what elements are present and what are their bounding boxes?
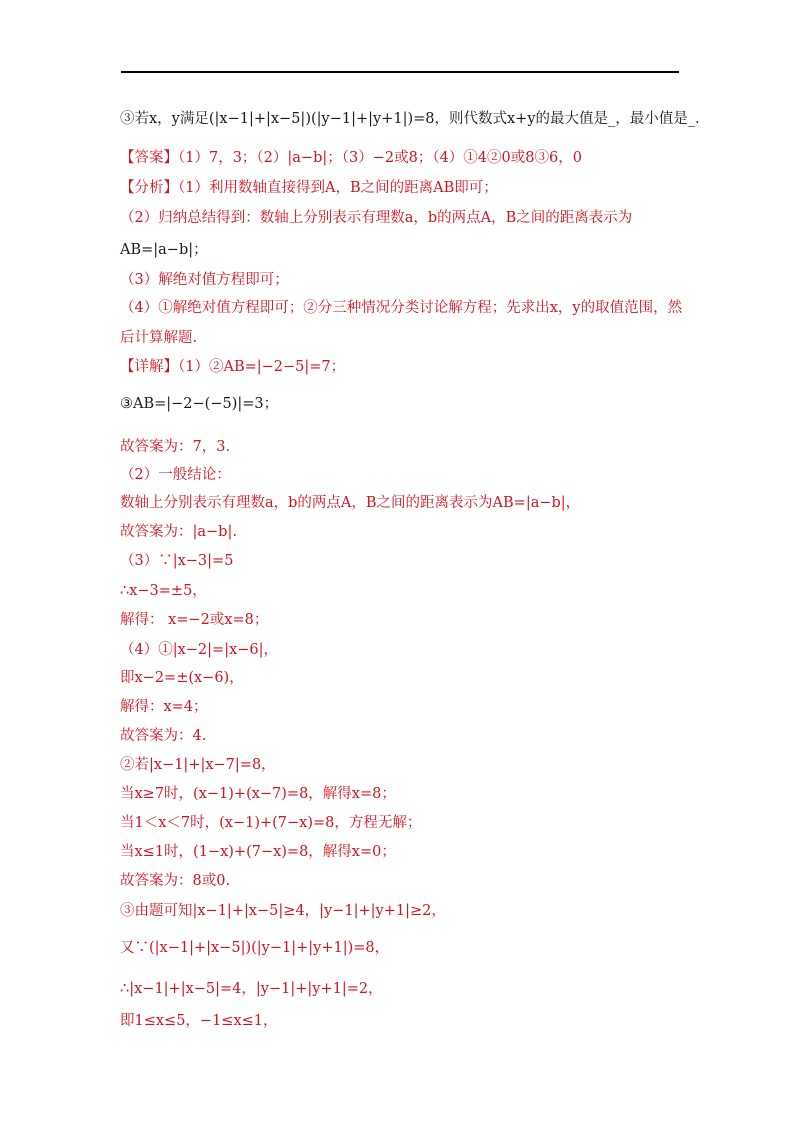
detail-line-21: ∴|x−1|+|x−5|=4，|y−1|+|y+1|=2， [120,981,383,997]
detail-line-6: 故答案为：|a−b|. [120,524,237,540]
detail-line-2: ③AB=|−2−(−5)|=3； [120,396,279,412]
analysis-line-2: （2）归纳总结得到：数轴上分别表示有理数a，b的两点A，B之间的距离表示为 [120,210,633,226]
analysis-line-5: （4）①解绝对值方程即可；②分三种情况分类讨论解方程；先求出x，y的取值范围，然 [120,300,683,316]
header-rule [121,71,679,73]
analysis-line-4: （3）解绝对值方程即可； [120,272,289,288]
detail-line-9: 解得： x=−2或x=8； [120,612,269,628]
detail-line-19: ③由题可知|x−1|+|x−5|≥4，|y−1|+|y+1|≥2， [120,903,446,919]
detail-line-13: 故答案为：4. [120,728,207,744]
detail-line-15: 当x≥7时，(x−1)+(x−7)=8，解得x=8； [120,786,396,802]
detail-line-8: ∴x−3=±5， [120,583,207,599]
detail-line-7: （3）∵|x−3|=5 [120,553,234,569]
answer-line: 【答案】（1）7，3；（2）|a−b|；（3）−2或8；（4）①4②0或8③6，0 [120,150,582,166]
detail-line-5: 数轴上分别表示有理数a，b的两点A，B之间的距离表示为AB=|a−b|， [120,495,581,511]
detail-line-20: 又∵(|x−1|+|x−5|)(|y−1|+|y+1|)=8， [120,940,390,956]
analysis-line-3: AB=|a−b|； [120,242,208,258]
detail-line-17: 当x≤1时，(1−x)+(7−x)=8，解得x=0； [120,844,396,860]
detail-line-3: 故答案为：7，3. [120,439,231,455]
detail-line-22: 即1≤x≤5，−1≤x≤1， [120,1013,278,1029]
analysis-line-6: 后计算解题. [120,330,198,346]
detail-line-1: 【详解】（1）②AB=|−2−5|=7； [120,359,346,375]
detail-line-14: ②若|x−1|+|x−7|=8， [120,757,276,773]
analysis-line-1: 【分析】（1）利用数轴直接得到A，B之间的距离AB即可； [120,180,498,196]
detail-line-10: （4）①|x−2|=|x−6|， [120,642,279,658]
detail-line-12: 解得：x=4； [120,699,208,715]
question-3: ③若x，y满足(|x−1|+|x−5|)(|y−1|+|y+1|)=8，则代数式x+y的最大值是_，最小值是_. [120,111,700,127]
detail-line-4: （2）一般结论： [120,467,231,483]
detail-line-18: 故答案为：8或0. [120,873,231,889]
detail-line-16: 当1＜x＜7时，(x−1)+(7−x)=8，方程无解； [120,815,422,831]
detail-line-11: 即x−2=±(x−6)， [120,670,244,686]
